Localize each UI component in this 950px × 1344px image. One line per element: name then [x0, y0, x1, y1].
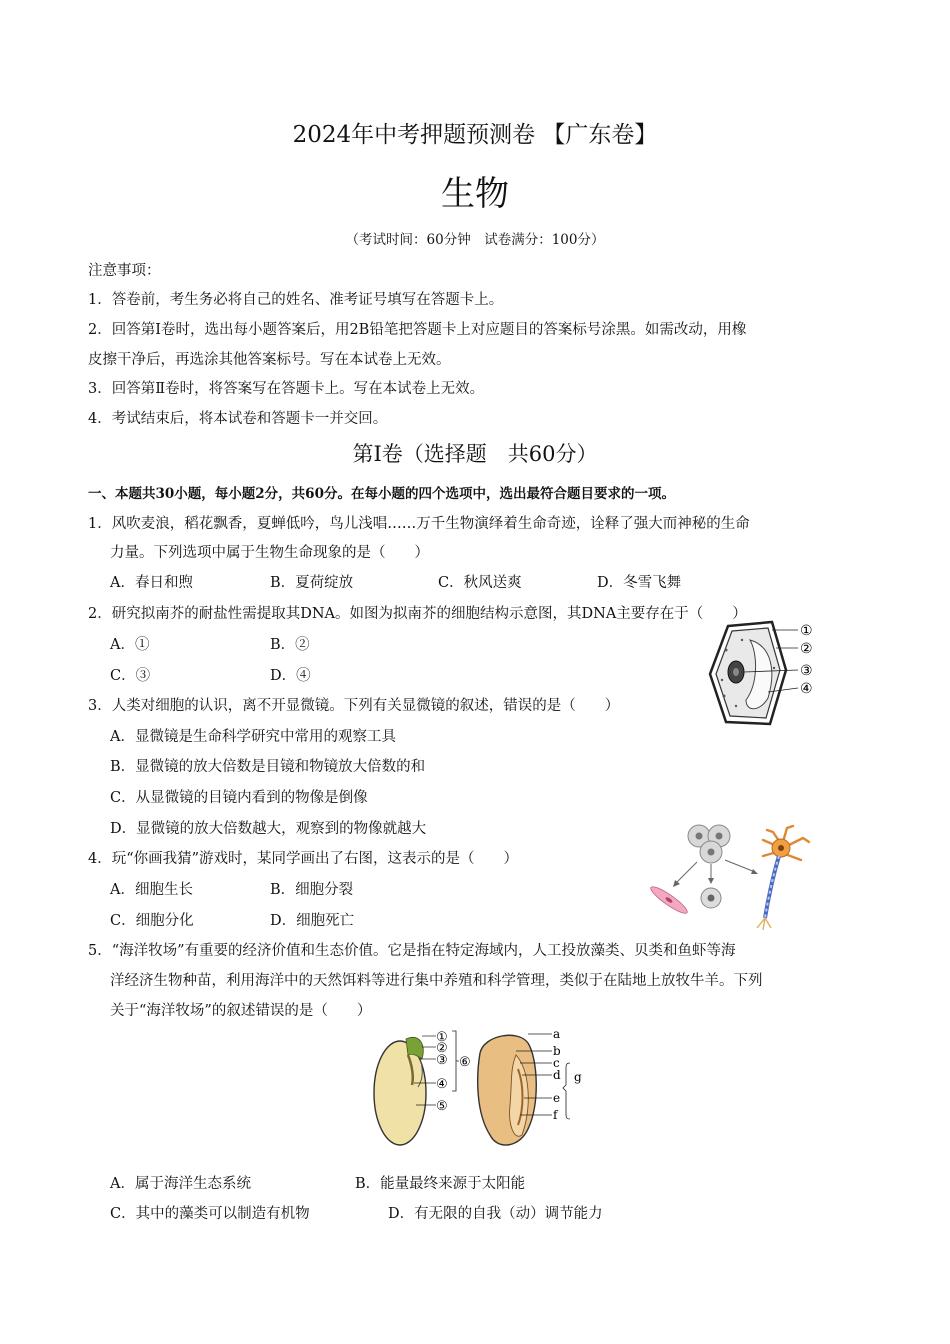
question-3-line1: 3．人类对细胞的认识，离不开显微镜。下列有关显微镜的叙述，错误的是（ ） [88, 698, 620, 714]
corn-label-f: f [553, 1108, 558, 1122]
question-5-line3: 关于“海洋牧场”的叙述错误的是（ ） [110, 1003, 372, 1019]
exam-info: （考试时间：60分钟 试卷满分：100分） [345, 232, 605, 248]
bean-label-1: ① [436, 1030, 448, 1045]
q3-option-a[interactable]: A．显微镜是生命科学研究中常用的观察工具 [110, 729, 396, 745]
q5-option-d[interactable]: D．有无限的自我（动）调节能力 [388, 1206, 603, 1222]
q3-option-d[interactable]: D．显微镜的放大倍数越大，观察到的物像就越大 [110, 821, 427, 837]
corn-label-e: e [553, 1091, 561, 1105]
q2-option-a[interactable]: A．① [110, 637, 150, 653]
bean-label-3: ③ [436, 1053, 448, 1068]
q1-option-a[interactable]: A．春日和煦 [110, 575, 193, 591]
question-2-line1: 2．研究拟南芥的耐盐性需提取其DNA。如图为拟南芥的细胞结构示意图，其DNA主要存在于（ ） [88, 606, 747, 622]
question-4-line1: 4．玩“你画我猜”游戏时，某同学画出了右图，这表示的是（ ） [88, 851, 519, 867]
q3-option-b[interactable]: B．显微镜的放大倍数是目镜和物镜放大倍数的和 [110, 759, 426, 775]
plant-cell-figure [706, 620, 831, 728]
cell-label-2: ② [800, 641, 813, 657]
question-1-line2: 力量。下列选项中属于生物生命现象的是（ ） [110, 545, 429, 561]
question-5-line1: 5．“海洋牧场”有重要的经济价值和生态价值。它是指在特定海域内，人工投放藻类、贝类和鱼虾等海 [88, 943, 736, 959]
notes-heading: 注意事项： [88, 263, 161, 279]
bean-label-2: ② [436, 1041, 448, 1056]
bean-label-5: ⑤ [436, 1099, 448, 1114]
note-item: 皮擦干净后，再选涂其他答案标号。写在本试卷上无效。 [88, 352, 451, 368]
cell-label-4: ④ [800, 681, 813, 697]
cell-differentiation-figure [645, 822, 820, 934]
corn-label-a: a [553, 1027, 561, 1041]
note-item: 2．回答第Ⅰ卷时，选出每小题答案后，用2B铅笔把答题卡上对应题目的答案标号涂黑。如需改动，用橡 [88, 322, 747, 338]
q4-option-b[interactable]: B．细胞分裂 [270, 882, 354, 898]
corn-label-b: b [553, 1044, 561, 1058]
section-instruction: 一、本题共30小题，每小题2分，共60分。在每小题的四个选项中，选出最符合题目要求的一项。 [88, 486, 675, 502]
bean-label-4: ④ [436, 1077, 448, 1092]
q2-option-c[interactable]: C．③ [110, 668, 151, 684]
q1-option-c[interactable]: C．秋风送爽 [438, 575, 522, 591]
seed-structure-figure [368, 1025, 590, 1153]
q4-option-c[interactable]: C．细胞分化 [110, 913, 194, 929]
subject-title: 生物 [441, 174, 509, 214]
section-title: 第Ⅰ卷（选择题 共60分） [352, 442, 598, 466]
q4-option-d[interactable]: D．细胞死亡 [270, 913, 355, 929]
q5-option-a[interactable]: A．属于海洋生态系统 [110, 1176, 251, 1192]
q2-option-d[interactable]: D．④ [270, 668, 311, 684]
q2-option-b[interactable]: B．② [270, 637, 310, 653]
note-item: 4．考试结束后，将本试卷和答题卡一并交回。 [88, 411, 388, 427]
q3-option-c[interactable]: C．从显微镜的目镜内看到的物像是倒像 [110, 790, 368, 806]
corn-label-g: g [574, 1070, 582, 1084]
note-item: 1．答卷前，考生务必将自己的姓名、准考证号填写在答题卡上。 [88, 292, 504, 308]
stem-cell-cluster [688, 825, 730, 863]
cell-label-3: ③ [800, 663, 813, 679]
corn-label-c: c [553, 1056, 560, 1070]
q1-option-b[interactable]: B．夏荷绽放 [270, 575, 354, 591]
q4-option-a[interactable]: A．细胞生长 [110, 882, 193, 898]
question-5-line2: 洋经济生物种苗，利用海洋中的天然饵料等进行集中养殖和科学管理，类似于在陆地上放牧牛羊。下列 [110, 973, 763, 989]
question-1-line1: 1．风吹麦浪，稻花飘香，夏蝉低吟，鸟儿浅唱……万千生物演绎着生命奇迹，诠释了强大而神秘的生命 [88, 516, 750, 532]
corn-label-d: d [553, 1068, 561, 1082]
q5-option-c[interactable]: C．其中的藻类可以制造有机物 [110, 1206, 310, 1222]
cell-label-1: ① [800, 623, 813, 639]
exam-title: 2024年中考押题预测卷 【广东卷】 [292, 122, 658, 148]
q1-option-d[interactable]: D．冬雪飞舞 [597, 575, 682, 591]
bean-label-6: ⑥ [459, 1055, 471, 1070]
note-item: 3．回答第Ⅱ卷时，将答案写在答题卡上。写在本试卷上无效。 [88, 381, 485, 397]
neuron [757, 826, 809, 930]
q5-option-b[interactable]: B．能量最终来源于太阳能 [355, 1176, 526, 1192]
